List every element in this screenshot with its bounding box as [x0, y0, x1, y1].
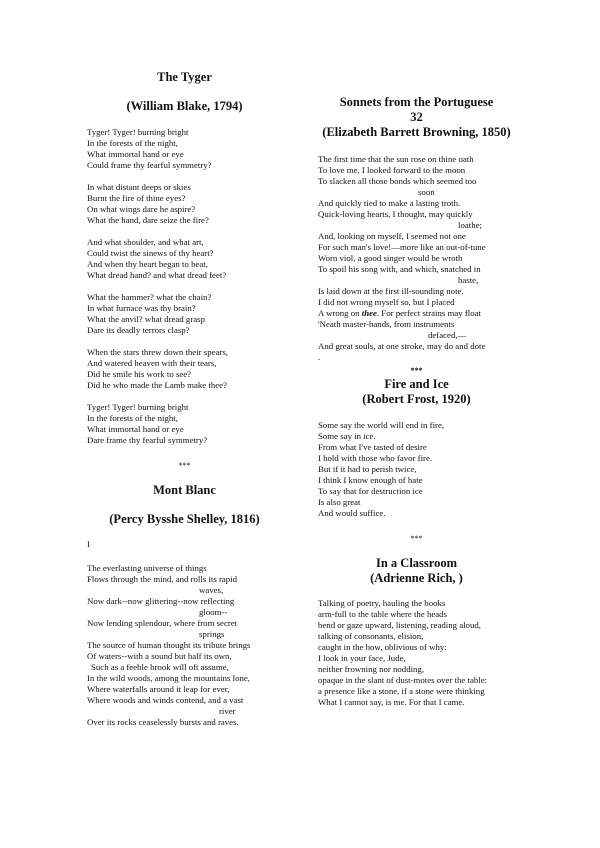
- poem-line: Is laid down at the first ill-sounding note.: [318, 286, 464, 296]
- poem-line: arm-full to the table where the heads: [318, 609, 447, 619]
- poem-line: Did he who made the Lamb make thee?: [87, 380, 227, 390]
- poem-line: Burnt the fire of thine eyes?: [87, 193, 186, 203]
- poem-line: Where waterfalls around it leap for ever,: [87, 684, 230, 694]
- poem-line: I look in your face, Jude,: [318, 653, 406, 663]
- tyger-poem: [87, 127, 282, 446]
- poem-line: defaced,—: [428, 330, 467, 340]
- poem-line: What immortal hand or eye: [87, 424, 184, 434]
- poem-line: Quick-loving hearts, I thought, may quickly: [318, 209, 473, 219]
- poem-line: springs: [199, 629, 225, 639]
- poem-line: The source of human thought its tribute brings: [87, 640, 251, 650]
- poem-line: And what shoulder, and what art,: [87, 237, 204, 247]
- poem-line: Dare its deadly terrors clasp?: [87, 325, 190, 335]
- right-column: [318, 95, 515, 708]
- poem-text: A wrong on: [318, 308, 360, 318]
- poem-line: On what wings dare he aspire?: [87, 204, 196, 214]
- classroom-title: In a Classroom: [375, 556, 458, 570]
- poem-line: From what I've tasted of desire: [318, 442, 427, 452]
- tyger-byline: (William Blake, 1794): [126, 99, 243, 113]
- poem-line: Could twist the sinews of thy heart?: [87, 248, 214, 258]
- poem-line: I hold with those who favor fire.: [318, 453, 433, 463]
- poem-line: waves,: [199, 585, 224, 595]
- sonnet-poem: [318, 154, 515, 363]
- poem-line: Tyger! Tyger! burning bright: [87, 127, 189, 137]
- poem-line: What dread hand? and what dread feet?: [87, 270, 227, 280]
- poem-line: The first time that the sun rose on thine oath: [318, 154, 474, 164]
- poem-line: And watered heaven with their tears,: [87, 358, 217, 368]
- poem-line: Dare frame thy fearful symmetry?: [87, 435, 208, 445]
- left-column: [87, 70, 282, 728]
- sonnet-byline: (Elizabeth Barrett Browning, 1850): [322, 125, 511, 139]
- poem-line: [318, 308, 515, 319]
- poem-line: To love me, I looked forward to the moon: [318, 165, 466, 175]
- separator: ***: [178, 461, 191, 470]
- poem-line: 'Neath master-hands, from instruments: [318, 319, 455, 329]
- poem-line: loathe;: [458, 220, 482, 230]
- poem-line: Talking of poetry, hauling the books: [318, 598, 446, 608]
- sonnet-title: Sonnets from the Portuguese: [339, 95, 494, 109]
- poem-line: a presence like a stone, if a stone were thinking: [318, 686, 485, 696]
- poem-line: gloom--: [199, 607, 228, 617]
- poem-line: Worn viol, a good singer would be wroth: [318, 253, 463, 263]
- poem-line: Is also great: [318, 497, 361, 507]
- poem-line: In the forests of the night,: [87, 138, 178, 148]
- sonnet-number: 32: [410, 110, 423, 124]
- poem-line: Over its rocks ceaselessly bursts and raves.: [87, 717, 239, 727]
- poem-line: In what furnace was thy brain?: [87, 303, 196, 313]
- poem-line: To say that for destruction ice: [318, 486, 423, 496]
- poem-line: For such man's love!—more like an out-of-tune: [318, 242, 486, 252]
- separator: ***: [410, 366, 423, 375]
- stanza-gap: [87, 171, 282, 182]
- poem-line: .: [318, 352, 321, 362]
- poem-line: And when thy heart began to beat,: [87, 259, 208, 269]
- poem-line: bend or gaze upward, listening, reading aloud,: [318, 620, 481, 630]
- poem-line: And great souls, at one stroke, may do and dote: [318, 341, 486, 351]
- poem-line: Flows through the mind, and rolls its rapid: [87, 574, 238, 584]
- separator: ***: [410, 534, 423, 543]
- tyger-title: The Tyger: [157, 70, 212, 84]
- poem-line: Could frame thy fearful symmetry?: [87, 160, 212, 170]
- poem-line: talking of consonants, elision,: [318, 631, 424, 641]
- emphasis-text: thee: [361, 308, 377, 318]
- poem-line: To slacken all those bonds which seemed too: [318, 176, 477, 186]
- poem-line: Did he smile his work to see?: [87, 369, 192, 379]
- poem-line: Tyger! Tyger! burning bright: [87, 402, 189, 412]
- poem-line: I did not wrong myself so, but I placed: [318, 297, 455, 307]
- poem-line: soon: [418, 187, 435, 197]
- poem-line: What the anvil? what dread grasp: [87, 314, 205, 324]
- poem-line: Now dark--now glittering--now reflecting: [87, 596, 235, 606]
- poem-line: To spoil his song with, and which, snatched in: [318, 264, 481, 274]
- stanza-gap: [87, 391, 282, 402]
- poem-line: When the stars threw down their spears,: [87, 347, 228, 357]
- poem-line: What the hammer? what the chain?: [87, 292, 212, 302]
- poem-line: caught in the how, oblivious of why:: [318, 642, 447, 652]
- stanza-gap: [87, 336, 282, 347]
- poem-line: Some say in ice.: [318, 431, 376, 441]
- mont-blanc-section: I: [87, 539, 90, 549]
- poem-line: Of waters--with a sound but half its own,: [87, 651, 232, 661]
- poem-line: The everlasting universe of things: [87, 563, 207, 573]
- poem-line: haste,: [458, 275, 479, 285]
- poem-line: What immortal hand or eye: [87, 149, 184, 159]
- poem-line: And would suffice.: [318, 508, 386, 518]
- poem-line: Some say the world will end in fire,: [318, 420, 445, 430]
- mont-blanc-poem: [87, 563, 282, 728]
- poem-line: opaque in the slant of dust-motes over the table:: [318, 675, 488, 685]
- poem-line: And, looking on myself, I seemed not one: [318, 231, 466, 241]
- poem-line: river: [219, 706, 236, 716]
- stanza-gap: [87, 226, 282, 237]
- poem-line: In what distant deeps or skies: [87, 182, 191, 192]
- mont-blanc-title: Mont Blanc: [153, 483, 216, 497]
- classroom-poem: [318, 598, 515, 708]
- poem-line: And quickly tied to make a lasting troth.: [318, 198, 461, 208]
- fire-ice-title: Fire and Ice: [384, 377, 449, 391]
- stanza-gap: [87, 281, 282, 292]
- classroom-byline: (Adrienne Rich, ): [370, 571, 463, 585]
- poem-line: What I cannot say, is me. For that I came.: [318, 697, 465, 707]
- fire-ice-poem: [318, 420, 515, 519]
- poem-line: Where woods and winds contend, and a vast: [87, 695, 244, 705]
- poem-line: neither frowning nor nodding,: [318, 664, 425, 674]
- mont-blanc-byline: (Percy Bysshe Shelley, 1816): [109, 512, 260, 526]
- poem-line: But if it had to perish twice,: [318, 464, 417, 474]
- fire-ice-byline: (Robert Frost, 1920): [362, 392, 471, 406]
- poem-line: Such as a feeble brook will oft assume,: [91, 662, 229, 672]
- poem-line: In the wild woods, among the mountains lone,: [87, 673, 250, 683]
- poem-line: Now lending splendour, where from secret: [87, 618, 238, 628]
- poem-text: . For perfect strains may float: [376, 308, 481, 318]
- poem-line: What the hand, dare seize the fire?: [87, 215, 209, 225]
- poem-line: I think I know enough of hate: [318, 475, 423, 485]
- poem-line: In the forests of the night,: [87, 413, 178, 423]
